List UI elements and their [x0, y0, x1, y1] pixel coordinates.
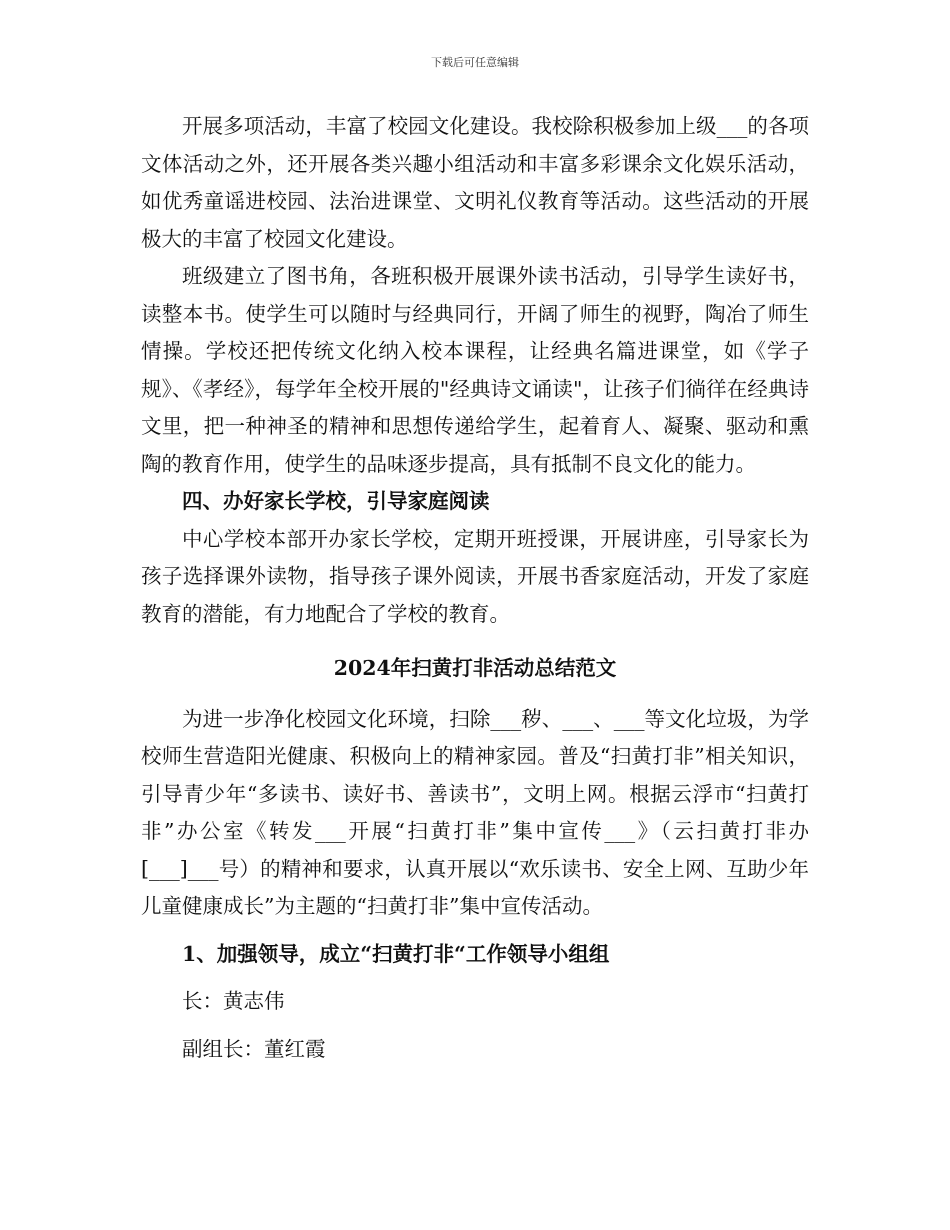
paragraph-parent-school: 中心学校本部开办家长学校，定期开班授课，开展讲座，引导家长为孩子选择课外读物，指导孩子课外阅读，开展书香家庭活动，开发了家庭教育的潜能，有力地配合了学校的教育。 [141, 526, 809, 626]
leader-line: 长：黄志伟 [182, 989, 285, 1013]
paragraph-campus-activities: 开展多项活动，丰富了校园文化建设。我校除积极参加上级___的各项文体活动之外，还开展各类兴趣小组活动和丰富多彩课余文化娱乐活动，如优秀童谣进校园、法治进课堂、文明礼仪教育等活动。这些活动的开展极大的丰富了校园文化建设。 [141, 114, 809, 251]
paragraph-reading-corner: 班级建立了图书角，各班积极开展课外读书活动，引导学生读好书，读整本书。使学生可以随时与经典同行，开阔了师生的视野，陶冶了师生情操。学校还把传统文化纳入校本课程，让经典名篇进课堂，如《学子规》、《孝经》，每学年全校开展的"经典诗文诵读"，让孩子们徜徉在经典诗文里，把一种神圣的精神和思想传递给学生，起着育人、凝聚、驱动和熏陶的教育作用，使学生的品味逐步提高，具有抵制不良文化的能力。 [141, 264, 809, 476]
section-heading-parent-school: 四、办好家长学校，引导家庭阅读 [182, 489, 490, 513]
section-heading-leadership: 1、加强领导，成立“扫黄打非“工作领导小组组 [182, 941, 610, 966]
paragraph-intro: 为进一步净化校园文化环境，扫除___秽、___、___等文化垃圾，为学校师生营造阳光健康、积极向上的精神家园。普及“扫黄打非”相关知识，引导青少年“多读书、读好书、善读书”，文明上网。根据云浮市“扫黄打非”办公室《转发___开展“扫黄打非”集中宣传___》（云扫黄打非办[___]___号）的精神和要求，认真开展以“欢乐读书、安全上网、互助少年儿童健康成长”为主题的“扫黄打非”集中宣传活动。 [141, 706, 809, 918]
document-body [141, 108, 809, 1068]
document-title: 2024年扫黄打非活动总结范文 [333, 656, 617, 680]
page-header: 下载后可任意编辑 [431, 56, 519, 69]
deputy-leader-line: 副组长：董红霞 [182, 1036, 326, 1061]
